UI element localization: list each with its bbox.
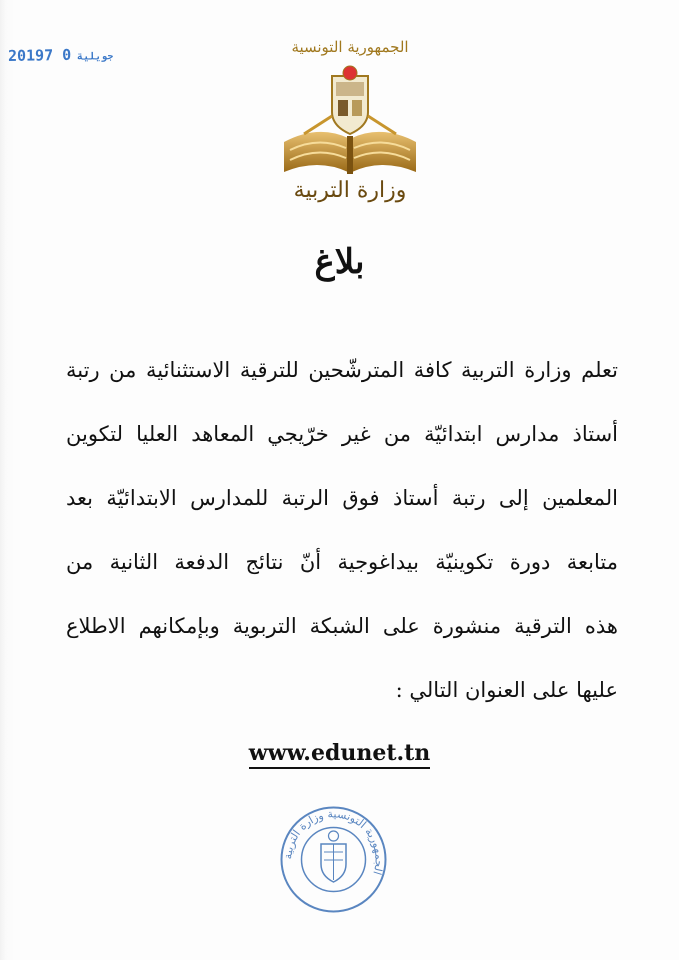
edunet-link-text[interactable]: www.edunet.tn [249,740,431,769]
letterhead [250,38,450,213]
document-title: بلاغ [314,242,365,282]
announcement-body [66,342,618,726]
edunet-link[interactable] [0,740,679,766]
body-line: هذه الترقية منشورة على الشبكة التربوية وبإمكانهم الاطلاع [66,614,618,638]
ministry-emblem-icon [280,64,420,179]
body-line: أستاذ مدارس ابتدائيّة من غير خرّيجي المعاهد العليا لتكوين [66,422,618,446]
republic-title: الجمهورية التونسية [291,38,409,56]
stamp-month: جويلية [77,51,114,63]
body-line: تعلم وزارة التربية كافة المترشّحين للترقية الاستثنائية من رتبة [66,358,618,382]
body-line: عليها على العنوان التالي : [395,678,618,702]
date-stamp [8,45,120,65]
ministry-name: وزارة التربية [293,178,407,203]
seal-text: الجمهورية التونسية وزارة التربية [281,807,386,877]
stamp-year: 2019 [7,46,45,65]
body-line: المعلمين إلى رتبة أستاذ فوق الرتبة للمدارس الابتدائيّة بعد [66,486,618,510]
official-seal-icon [276,802,391,917]
stamp-day: 0 7 [43,45,72,65]
body-line: متابعة دورة تكوينيّة بيداغوجية أنّ نتائج الدفعة الثانية من [66,550,618,574]
